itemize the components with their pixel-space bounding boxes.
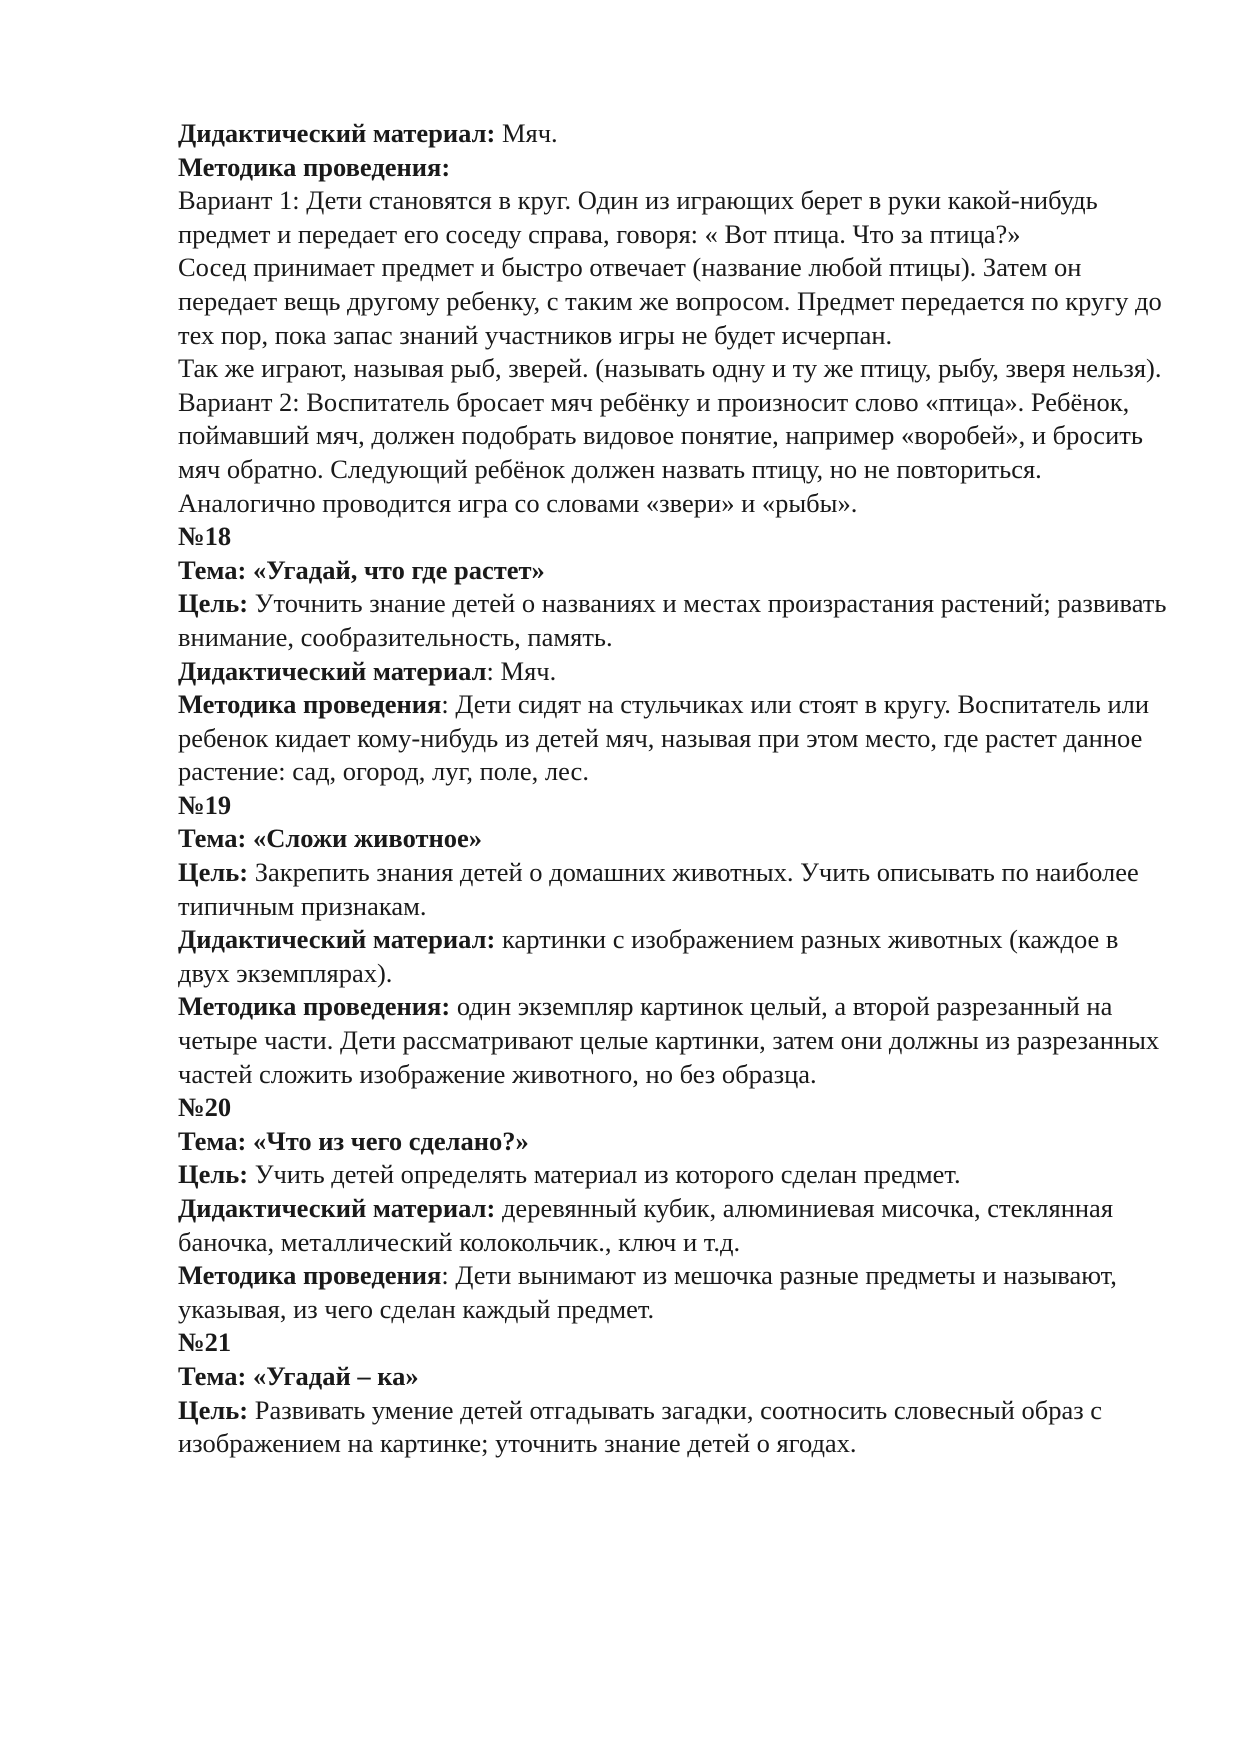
game-20-material: [178, 1192, 1168, 1259]
method-label: Методика проведения: [178, 689, 442, 720]
game-21-topic: Тема: «Угадай – ка»: [178, 1360, 419, 1391]
material-text: : Мяч.: [486, 655, 557, 686]
material-label: Дидактический материал: [178, 655, 487, 686]
material-text: деревянный кубик, алюминиевая мисочка, стеклянная баночка, металлический колокольчик., ключ и т.д.: [178, 1193, 1114, 1257]
goal-label: Цель:: [178, 588, 249, 619]
game-19-number: №19: [178, 789, 232, 820]
intro-paragraph-2: Сосед принимает предмет и быстро отвечает (название любой птицы). Затем он передает вещь другому ребенку, с таким же вопросом. Предмет передается по кругу до тех пор, пока запас знаний участников игры не будет исчерпан.: [178, 252, 1162, 350]
goal-label: Цель:: [178, 857, 249, 888]
document-page: [178, 117, 1168, 1461]
game-18-number: №18: [178, 521, 232, 552]
method-text: : Дети сидят на стульчиках или стоят в кругу. Воспитатель или ребенок кидает кому-нибудь из детей мяч, называя при этом место, где растет данное растение: сад, огород, луг, поле, лес.: [178, 689, 1150, 787]
game-20-topic: Тема: «Что из чего сделано?»: [178, 1125, 529, 1156]
material-value: Мяч.: [495, 118, 558, 148]
goal-text: Учить детей определять материал из которого сделан предмет.: [248, 1159, 961, 1190]
game-21-goal: [178, 1394, 1168, 1461]
game-18-topic: Тема: «Угадай, что где растет»: [178, 554, 545, 585]
method-label: Методика проведения:: [178, 991, 451, 1022]
game-19-method: [178, 990, 1168, 1091]
material-label: Дидактический материал:: [178, 118, 496, 148]
game-20-method: [178, 1259, 1168, 1326]
game-18-method: [178, 688, 1168, 789]
game-20-goal: [178, 1158, 1168, 1192]
material-label: Дидактический материал:: [178, 924, 496, 955]
game-18-material: [178, 655, 1168, 689]
intro-material: [178, 117, 1168, 151]
game-21-number: №21: [178, 1327, 232, 1358]
game-18-goal: [178, 587, 1168, 654]
goal-text: Закрепить знания детей о домашних животных. Учить описывать по наиболее типичным признакам.: [178, 857, 1139, 921]
goal-label: Цель:: [178, 1394, 249, 1425]
method-text: : Дети вынимают из мешочка разные предметы и называют, указывая, из чего сделан каждый предмет.: [178, 1260, 1117, 1324]
goal-label: Цель:: [178, 1159, 249, 1190]
method-label: Методика проведения: [178, 1260, 442, 1291]
intro-paragraph-3: Так же играют, называя рыб, зверей. (называть одну и ту же птицу, рыбу, зверя нельзя).: [178, 353, 1162, 384]
intro-variant1: Вариант 1: Дети становятся в круг. Один из играющих берет в руки какой-нибудь предмет и передает его соседу справа, говоря: « Вот птица. Что за птица?»: [178, 185, 1098, 249]
goal-text: Уточнить знание детей о названиях и местах произрастания растений; развивать внимание, сообразительность, память.: [178, 588, 1167, 652]
intro-method-label: Методика проведения:: [178, 151, 451, 182]
material-label: Дидактический материал:: [178, 1193, 496, 1223]
game-19-goal: [178, 856, 1168, 923]
intro-variant2: Вариант 2: Воспитатель бросает мяч ребёнку и произносит слово «птица». Ребёнок, поймавший мяч, должен подобрать видовое понятие, например «воробей», и бросить мяч обратно. Следующий ребёнок должен назвать птицу, но не повториться. Аналогично проводится игра со словами «звери» и «рыбы».: [178, 386, 1143, 518]
material-text: картинки с изображением разных животных (каждое в двух экземплярах).: [178, 924, 1119, 988]
goal-text: Развивать умение детей отгадывать загадки, соотносить словесный образ с изображением на картинке; уточнить знание детей о ягодах.: [178, 1394, 1103, 1459]
game-19-material: [178, 923, 1168, 990]
method-text: один экземпляр картинок целый, а второй разрезанный на четыре части. Дети рассматривают целые картинки, затем они должны из разрезанных частей сложить изображение животного, но без образца.: [178, 991, 1160, 1089]
game-19-topic: Тема: «Сложи животное»: [178, 823, 483, 854]
game-20-number: №20: [178, 1092, 232, 1123]
